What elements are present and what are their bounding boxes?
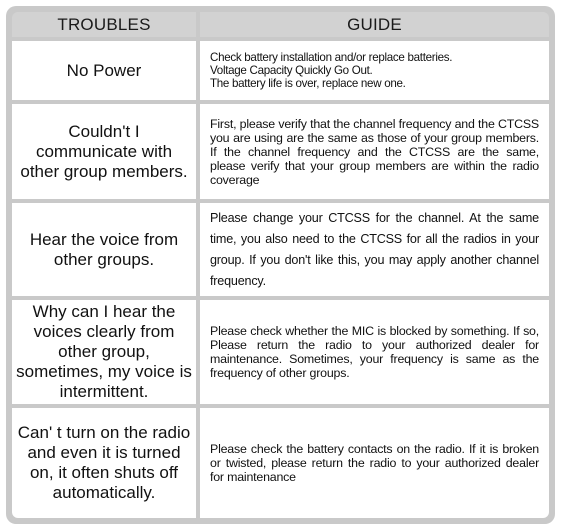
trouble-cell-3: [12, 203, 196, 296]
trouble-text: Hear the voice from other groups.: [29, 229, 179, 269]
guide-text: First, please verify that the channel frequency and the CTCSS you are using are the same as those of your group members. If the channel frequency and the CTCSS are the same, please verify that your group members are within the radio coverage: [210, 116, 539, 187]
trouble-text: Couldn't I communicate with other group members.: [20, 121, 188, 181]
guide-text: Please check whether the MIC is blocked by something. If so, Please return the radio to your authorized dealer for maintenance. Sometimes, your frequency is same as the frequency of other groups.: [210, 324, 539, 380]
header-troubles: [12, 12, 196, 37]
trouble-cell-5: [12, 408, 196, 518]
guide-text: Please check the battery contacts on the radio. If it is broken or twisted, please return the radio to your authorized dealer for maintenance: [210, 442, 539, 484]
guide-cell-1: [200, 41, 549, 100]
trouble-text: No Power: [66, 60, 142, 80]
guide-text: Please change your CTCSS for the channel. At the same time, you also need to the CTCSS for all the radios in your group. If you don't like this, you may apply another channel frequency.: [210, 210, 539, 288]
trouble-cell-1: [12, 41, 196, 100]
guide-cell-5: [200, 408, 549, 518]
guide-text: Check battery installation and/or replace batteries. Voltage Capacity Quickly Go Out. The battery life is over, replace new one.: [210, 51, 453, 90]
header-guide: [200, 12, 549, 37]
header-guide-text: GUIDE: [347, 14, 402, 34]
trouble-text: Can' t turn on the radio and even it is turned on, it often shuts off automatically.: [17, 423, 191, 502]
guide-cell-4: [200, 300, 549, 404]
trouble-cell-4: [12, 300, 196, 404]
guide-cell-2: [200, 104, 549, 199]
guide-cell-3: [200, 203, 549, 296]
trouble-cell-2: [12, 104, 196, 199]
troubleshooting-table: [6, 6, 555, 524]
trouble-text: Why can I hear the voices clearly from other group, sometimes, my voice is intermittent.: [16, 302, 192, 401]
header-troubles-text: TROUBLES: [57, 14, 151, 34]
